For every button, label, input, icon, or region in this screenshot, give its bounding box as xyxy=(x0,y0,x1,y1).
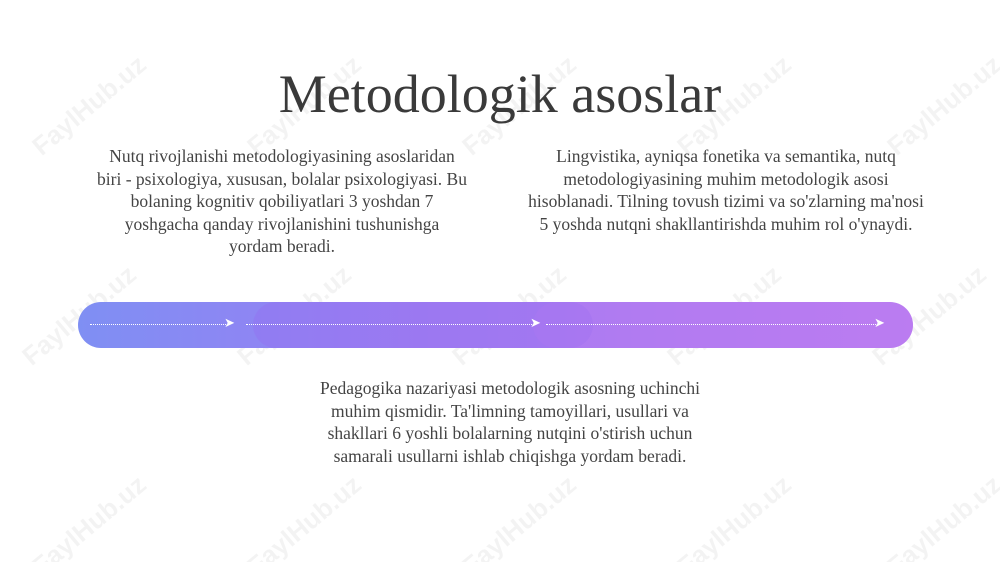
arrow-right-icon: ➤ xyxy=(874,316,885,331)
section-psychology-text: Nutq rivojlanishi metodologiyasining asoslaridan biri - psixologiya, xususan, bolalar psixologiyasi. Bu bolaning kognitiv qobiliyatlari 3 yoshdan 7 yoshgacha qanday rivojlanishini tushunishga yordam beradi. xyxy=(97,146,467,256)
watermark xyxy=(241,469,367,562)
watermark xyxy=(26,469,152,562)
timeline-dotted-line xyxy=(246,324,536,325)
section-linguistics-text: Lingvistika, ayniqsa fonetika va semantika, nutq metodologiyasining muhim metodologik asosi hisoblanadi. Tilning tovush tizimi va so'zlarning ma'nosi 5 yoshda nutqni shakllantirishda muhim rol o'ynaydi. xyxy=(528,146,924,234)
arrow-right-icon: ➤ xyxy=(224,316,235,331)
watermark xyxy=(671,469,797,562)
watermark xyxy=(456,469,582,562)
timeline-segment xyxy=(533,302,913,348)
timeline-dotted-line xyxy=(546,324,878,325)
timeline-bar xyxy=(78,302,913,348)
watermark xyxy=(881,469,1000,562)
slide-title: Metodologik asoslar xyxy=(278,64,722,125)
arrow-right-icon: ➤ xyxy=(530,316,541,331)
timeline-dotted-line xyxy=(90,324,230,325)
section-pedagogy-text: Pedagogika nazariyasi metodologik asosning uchinchi muhim qismidir. Ta'limning tamoyillari, usullari va shakllari 6 yoshli bolalarning nutqini o'stirish uchun samarali usullarni ishlab chiqishga yordam beradi. xyxy=(319,378,701,466)
